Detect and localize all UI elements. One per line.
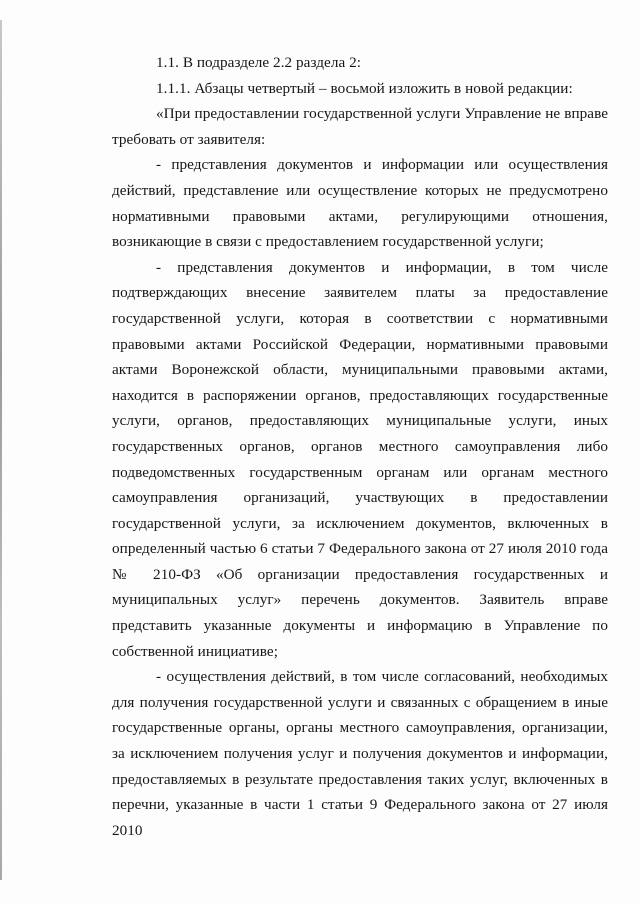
scan-binding-edge: [0, 20, 2, 880]
subsection-heading: 1.1.1. Абзацы четвертый – восьмой изложить в новой редакции:: [156, 79, 573, 97]
paragraph-item-3: - осуществления действий, в том числе согласований, необходимых для получения государственной услуги и связанных с обращением в иные государственные органы, органы местного самоуправления, организации, за исключением получения услуг и получения документов и информации, предоставляемых в результате предоставления таких услуг, включенных в перечни, указанные в части 1 статьи 9 Федерального закона от 27 июля 2010: [112, 668, 608, 839]
paragraph-intro: «При предоставлении государственной услуги Управление не вправе требовать от заявителя:: [112, 105, 608, 148]
paragraph-item-1: - представления документов и информации или осуществления действий, представление или осуществление которых не предусмотрено нормативными правовыми актами, регулирующими отношения, возникающие в связи с предоставлением государственной услуги;: [112, 156, 608, 251]
section-heading: 1.1. В подразделе 2.2 раздела 2:: [156, 54, 361, 71]
document-body: [112, 50, 608, 843]
paragraph-item-2: - представления документов и информации, в том числе подтверждающих внесение заявителем платы за предоставление государственной услуги, которая в соответствии с нормативными правовыми актами Российской Федерации, нормативными правовыми актами Воронежской области, муниципальными правовыми актами, находится в распоряжении органов, предоставляющих государственные услуги, органов, предоставляющих муниципальные услуги, иных государственных органов, органов местного самоуправления либо подведомственных государственным органам или органам местного самоуправления организаций, участвующих в предоставлении государственной услуги, за исключением документов, включенных в определенный частью 6 статьи 7 Федерального закона от 27 июля 2010 года № 210-ФЗ «Об организации предоставления государственных и муниципальных услуг» перечень документов. Заявитель вправе представить указанные документы и информацию в Управление по собственной инициативе;: [112, 258, 608, 660]
